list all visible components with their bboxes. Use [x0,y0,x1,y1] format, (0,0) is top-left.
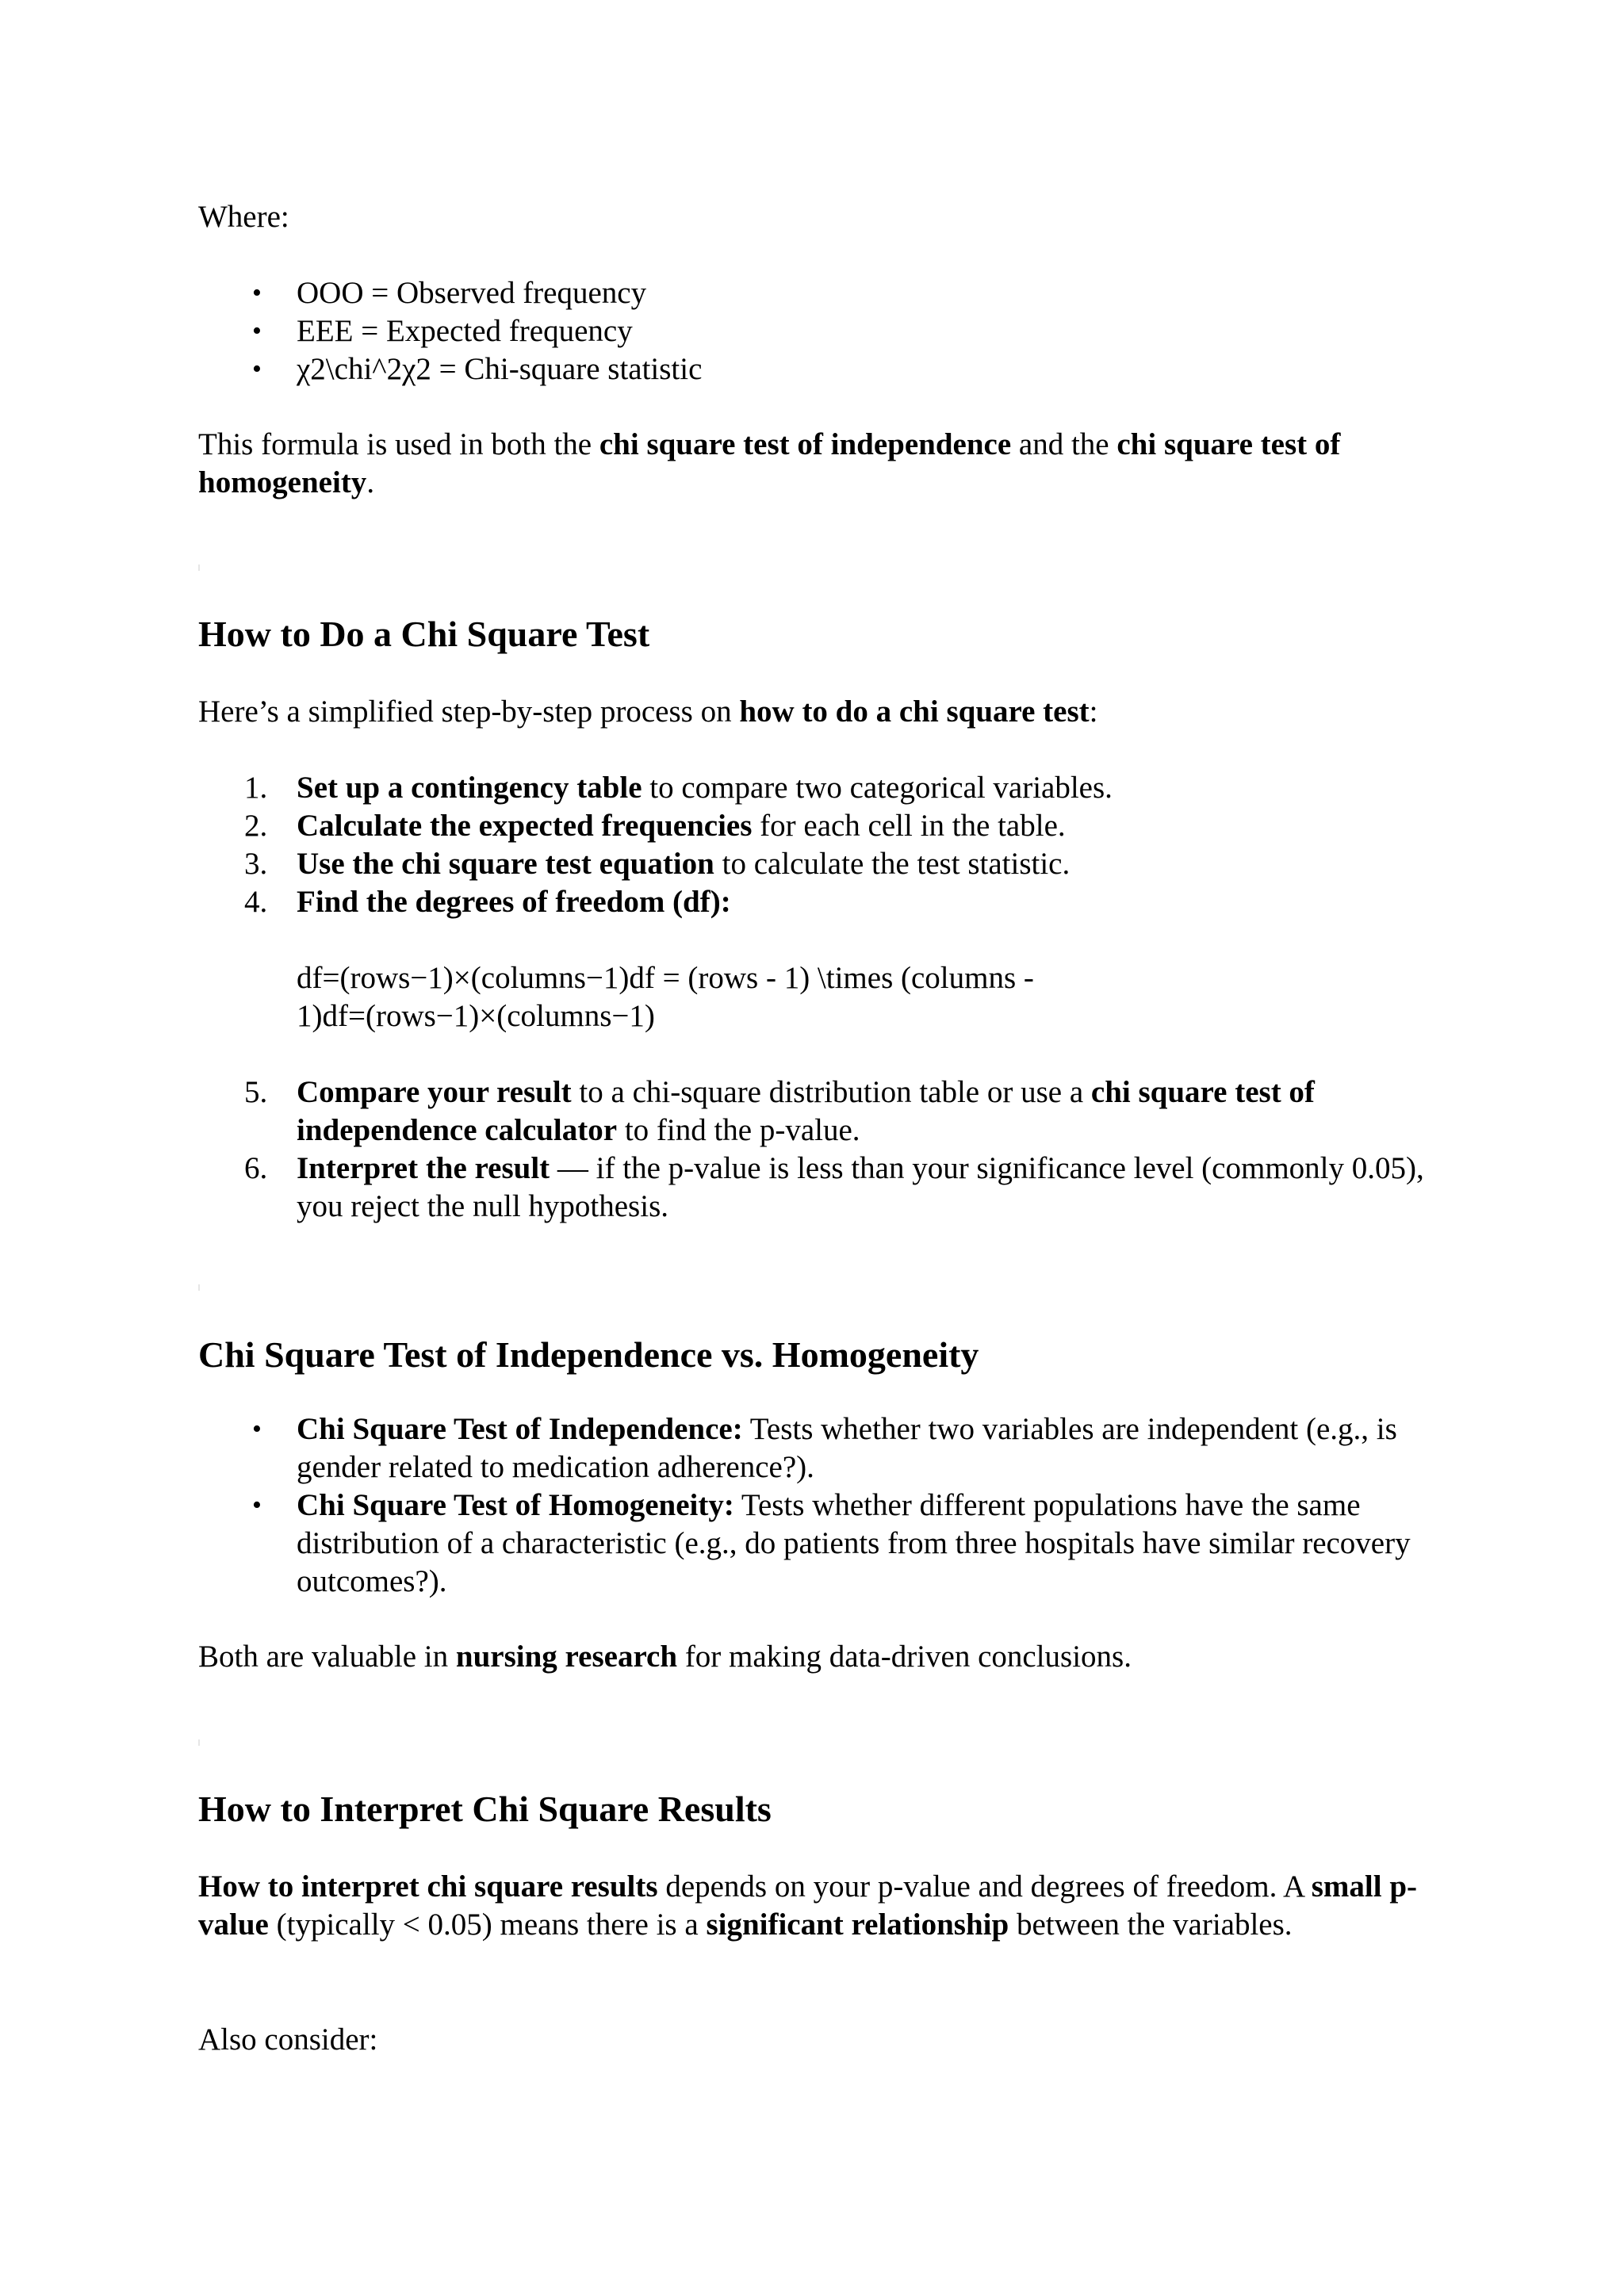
list-item: 1. Set up a contingency table to compare two categorical variables. [244,771,1113,805]
faint-mark [198,1739,200,1746]
closing-paragraph: Both are valuable in nursing research for making data-driven conclusions. [198,1640,1132,1674]
list-item: 2. Calculate the expected frequencies for each cell in the table. [244,809,1066,843]
list-item: • OOO = Observed frequency [198,274,1443,312]
list-item: • Chi Square Test of Independence: Tests whether two variables are independent (e.g., is gender related to medication adherence?). [252,1412,1397,1484]
steps-list [198,769,1443,921]
section-heading-interpret: How to Interpret Chi Square Results [198,1789,772,1829]
section-heading-independence-vs-homogeneity: Chi Square Test of Independence vs. Homogeneity [198,1334,979,1375]
bullet-icon: • [252,316,262,346]
faint-mark [198,564,200,571]
symbol-list [198,274,1443,388]
df-formula: df=(rows−1)×(columns−1)df = (rows - 1) \times (columns - 1)df=(rows−1)×(columns−1) [297,961,1034,1033]
interpret-paragraph: How to interpret chi square results depends on your p-value and degrees of freedom. A small p-value (typically < 0.05) means there is a significant relationship between the variables. [198,1869,1417,1942]
intro-paragraph: Here’s a simplified step-by-step process on how to do a chi square test: [198,695,1098,729]
list-item: 5. Compare your result to a chi-square distribution table or use a chi square test of independence calculator to find the p-value. [244,1075,1315,1147]
bullet-icon: • [252,1490,262,1520]
formula-paragraph: This formula is used in both the chi square test of independence and the chi square test of homogeneity. [198,427,1341,499]
list-item: 3. Use the chi square test equation to calculate the test statistic. [244,847,1071,881]
bullet-icon: • [252,354,262,384]
section-heading-how-to: How to Do a Chi Square Test [198,614,650,654]
steps-list-continued [198,1073,1443,1226]
where-label: Where: [198,200,289,234]
faint-mark [198,1284,200,1291]
list-item: 6. Interpret the result — if the p-value is less than your significance level (commonly 0.05), you reject the null hypothesis. [244,1151,1424,1223]
list-item: 4. Find the degrees of freedom (df): [244,885,731,919]
test-types-list [198,1410,1443,1601]
list-item: • χ2\chi^2χ2 = Chi-square statistic [198,350,1443,388]
list-item: • Chi Square Test of Homogeneity: Tests whether different populations have the same distribution of a characteristic (e.g., do patients from three hospitals have similar recovery outcomes?). [252,1488,1411,1598]
bullet-icon: • [252,1414,262,1444]
list-item: • EEE = Expected frequency [198,312,1443,350]
also-consider-label: Also consider: [198,2022,378,2057]
bullet-icon: • [252,278,262,308]
